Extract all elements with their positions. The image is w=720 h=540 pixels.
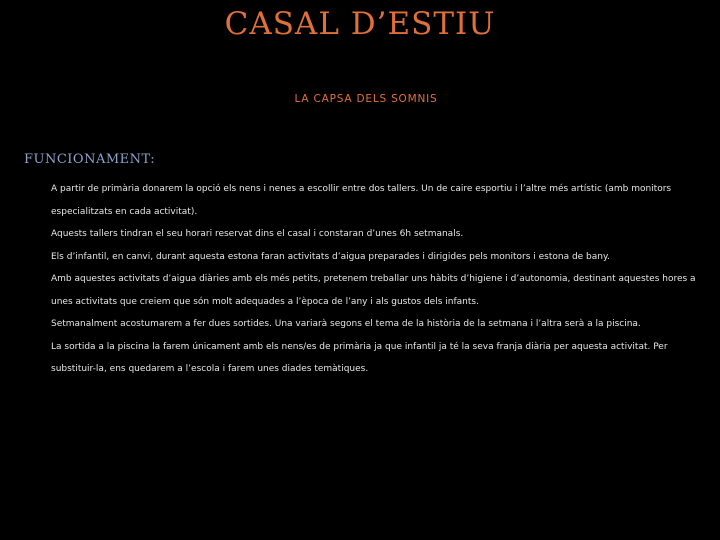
- page-title: CASAL D’ESTIU: [224, 6, 496, 42]
- paragraph-sortides: Setmanalment acostumarem a fer dues sortides. Una variarà segons el tema de la història de la setmana i l’altra serà a la piscina.: [51, 319, 641, 329]
- page-subtitle: LA CAPSA DELS SOMNIS: [294, 93, 438, 105]
- section-heading: FUNCIONAMENT:: [24, 152, 156, 167]
- body-text: [51, 178, 701, 381]
- paragraph-horari: Aquests tallers tindran el seu horari reservat dins el casal i constaran d’unes 6h setmanals.: [51, 229, 464, 239]
- paragraph-tallers: A partir de primària donarem la opció els nens i nenes a escollir entre dos tallers. Un de caire esportiu i l’altre més artístic (amb monitors especialitzats en cada activitat).: [51, 184, 672, 217]
- paragraph-activitats-aigua: Amb aquestes activitats d’aigua diàries amb els més petits, pretenem treballar uns hàbits d’higiene i d’autonomia, destinant aquestes hores a unes activitats que creiem que són molt adequades a l’època de l’any i als gustos dels infants.: [51, 274, 696, 307]
- paragraph-infantil: Els d’infantil, en canvi, durant aquesta estona faran activitats d’aigua preparades i dirigides pels monitors i estona de bany.: [51, 251, 610, 262]
- paragraph-piscina: La sortida a la piscina la farem únicament amb els nens/es de primària ja que infantil ja té la seva franja diària per aquesta activitat. Per substituir-la, ens quedarem a l’escola i farem unes diades temàtiques.: [51, 341, 668, 374]
